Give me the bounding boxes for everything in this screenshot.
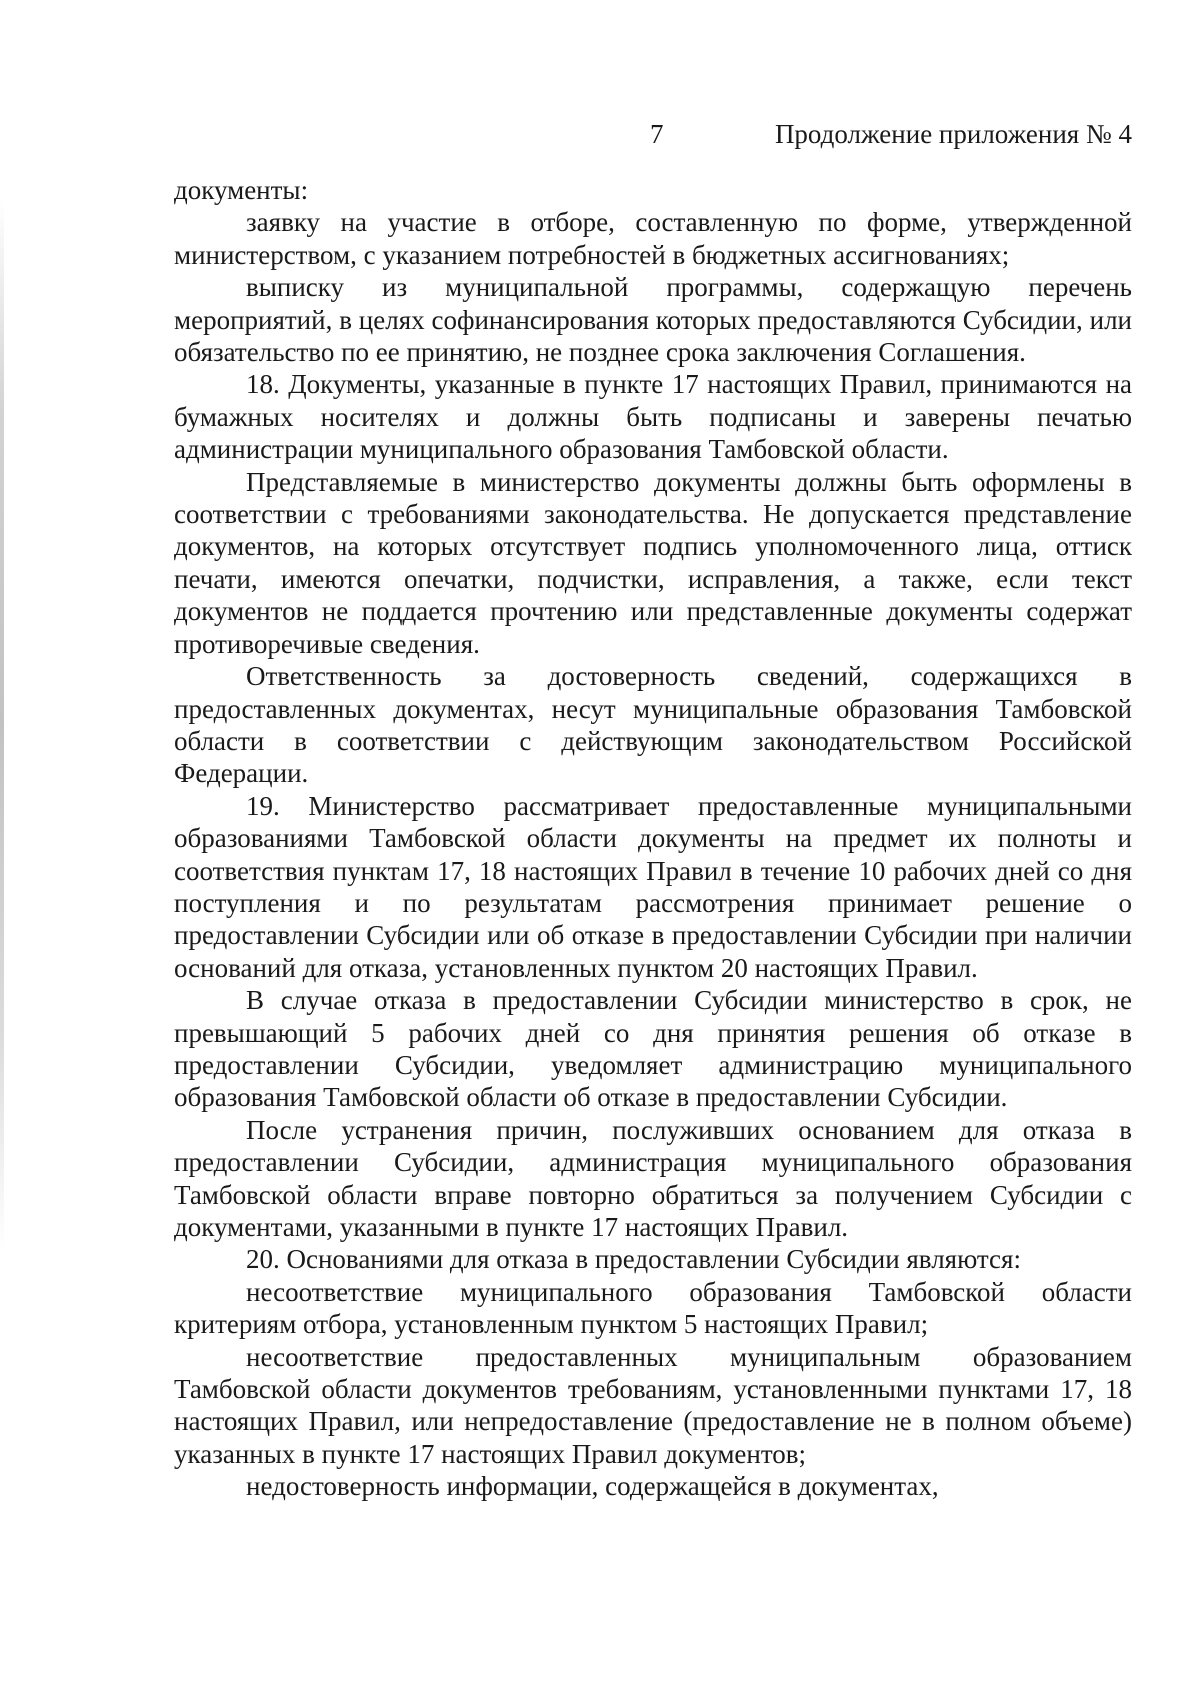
page-number: 7 xyxy=(650,119,664,149)
paragraph-program-extract: выписку из муниципальной программы, содержащую перечень мероприятий, в целях софинансирования которых предоставляются Субсидии, или обязательство по ее принятию, не позднее срока заключения Соглашения. xyxy=(174,272,1132,368)
paragraph-responsibility: Ответственность за достоверность сведений, содержащихся в предоставленных документах, несут муниципальные образования Тамбовской области в соответствии с действующим законодательством Российской Федерации. xyxy=(174,661,1132,789)
document-body xyxy=(174,174,1132,1503)
paragraph-refusal-notice: В случае отказа в предоставлении Субсидии министерство в срок, не превышающий 5 рабочих дней со дня принятия решения об отказе в предоставлении Субсидии, уведомляет администрацию муниципального образования Тамбовской области об отказе в предоставлении Субсидии. xyxy=(174,985,1132,1113)
paragraph-unreliable-information: недостоверность информации, содержащейся в документах, xyxy=(246,1471,939,1502)
paragraph-documents-mismatch: несоответствие предоставленных муниципальным образованием Тамбовской области документов требованиям, установленными пунктами 17, 18 настоящих Правил, или непредоставление (предоставление не в полном объеме) указанных в пункте 17 настоящих Правил документов; xyxy=(174,1341,1132,1469)
paragraph-clause-18: 18. Документы, указанные в пункте 17 настоящих Правил, принимаются на бумажных носителях и должны быть подписаны и заверены печатью администрации муниципального образования Тамбовской области. xyxy=(174,369,1132,465)
paragraph-documents-intro: документы: xyxy=(174,175,309,205)
paragraph-reapplication: После устранения причин, послуживших основанием для отказа в предоставлении Субсидии, администрация муниципального образования Тамбовской области вправе повторно обратиться за получением Субсидии с документами, указанными в пункте 17 настоящих Правил. xyxy=(174,1114,1132,1242)
paragraph-clause-20: 20. Основаниями для отказа в предоставлении Субсидии являются: xyxy=(246,1244,1021,1275)
paragraph-document-requirements: Представляемые в министерство документы должны быть оформлены в соответствии с требованиями законодательства. Не допускается представление документов, на которых отсутствует подпись уполномоченного лица, оттиск печати, имеются опечатки, подчистки, исправления, а также, если текст документов не поддается прочтению или представленные документы содержат противоречивые сведения. xyxy=(174,466,1132,659)
scan-edge-shadow xyxy=(0,200,4,1250)
paragraph-criteria-mismatch: несоответствие муниципального образования Тамбовской области критериям отбора, установленным пунктом 5 настоящих Правил; xyxy=(174,1276,1132,1340)
appendix-continuation-label: Продолжение приложения № 4 xyxy=(774,119,1132,149)
paragraph-clause-19: 19. Министерство рассматривает предоставленные муниципальными образованиями Тамбовской области документы на предмет их полноты и соответствия пунктам 17, 18 настоящих Правил в течение 10 рабочих дней со дня поступления и по результатам рассмотрения принимает решение о предоставлении Субсидии или об отказе в предоставлении Субсидии при наличии оснований для отказа, установленных пунктом 20 настоящих Правил. xyxy=(174,790,1132,983)
page-header xyxy=(174,116,1132,152)
paragraph-application: заявку на участие в отборе, составленную по форме, утвержденной министерством, с указанием потребностей в бюджетных ассигнованиях; xyxy=(174,207,1132,270)
